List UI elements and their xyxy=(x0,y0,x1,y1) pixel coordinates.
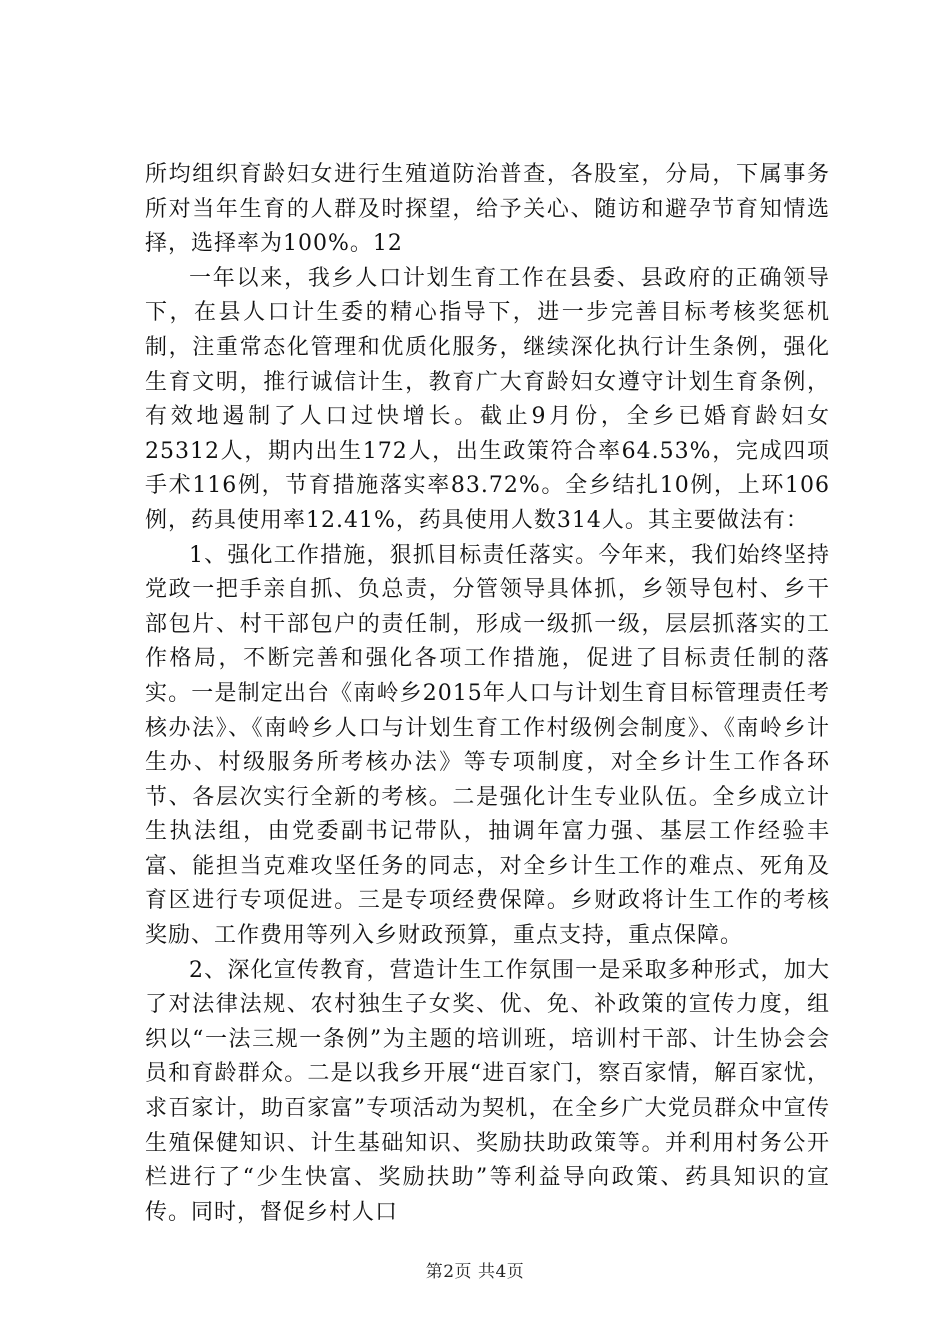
paragraph-overview: 一年以来，我乡人口计划生育工作在县委、县政府的正确领导下，在县人口计生委的精心指导下，进一步完善目标考核奖惩机制，注重常态化管理和优质化服务，继续深化执行计生条例，强化生育文明，推行诚信计生，教育广大育龄妇女遵守计划生育条例，有效地遏制了人口过快增长。截止9月份，全乡已婚育龄妇女25312人，期内出生172人，出生政策符合率64.53%，完成四项手术116例，节育措施落实率83.72%。全乡结扎10例，上环106例，药具使用率12.41%，药具使用人数314人。其主要做法有： xyxy=(145,265,830,533)
page-number-footer: 第2页 共4页 xyxy=(425,1262,525,1282)
paragraph-continuation: 所均组织育龄妇女进行生殖道防治普查，各股室，分局，下属事务所对当年生育的人群及时探望，给予关心、随访和避孕节育知情选择，选择率为100%。12 xyxy=(145,162,830,257)
paragraph-measure-1: 1、强化工作措施，狠抓目标责任落实。今年来，我们始终坚持党政一把手亲自抓、负总责，分管领导具体抓，乡领导包村、乡干部包片、村干部包户的责任制，形成一级抓一级，层层抓落实的工作格局，不断完善和强化各项工作措施，促进了目标责任制的落实。一是制定出台《南岭乡2015年人口与计划生育目标管理责任考核办法》、《南岭乡人口与计划生育工作村级例会制度》、《南岭乡计生办、村级服务所考核办法》等专项制度，对全乡计生工作各环节、各层次实行全新的考核。二是强化计生专业队伍。全乡成立计生执法组，由党委副书记带队，抽调年富力强、基层工作经验丰富、能担当克难攻坚任务的同志，对全乡计生工作的难点、死角及育区进行专项促进。三是专项经费保障。乡财政将计生工作的考核奖励、工作费用等列入乡财政预算，重点支持，重点保障。 xyxy=(145,542,830,949)
document-body xyxy=(145,158,830,1230)
paragraph-measure-2: 2、深化宣传教育，营造计生工作氛围一是采取多种形式，加大了对法律法规、农村独生子女奖、优、免、补政策的宣传力度，组织以“一法三规一条例”为主题的培训班，培训村干部、计生协会会员和育龄群众。二是以我乡开展“进百家门，察百家情，解百家忧，求百家计，助百家富”专项活动为契机，在全乡广大党员群众中宣传生殖保健知识、计生基础知识、奖励扶助政策等。并利用村务公开栏进行了“少生快富、奖励扶助”等利益导向政策、药具知识的宣传。同时，督促乡村人口 xyxy=(145,957,830,1225)
